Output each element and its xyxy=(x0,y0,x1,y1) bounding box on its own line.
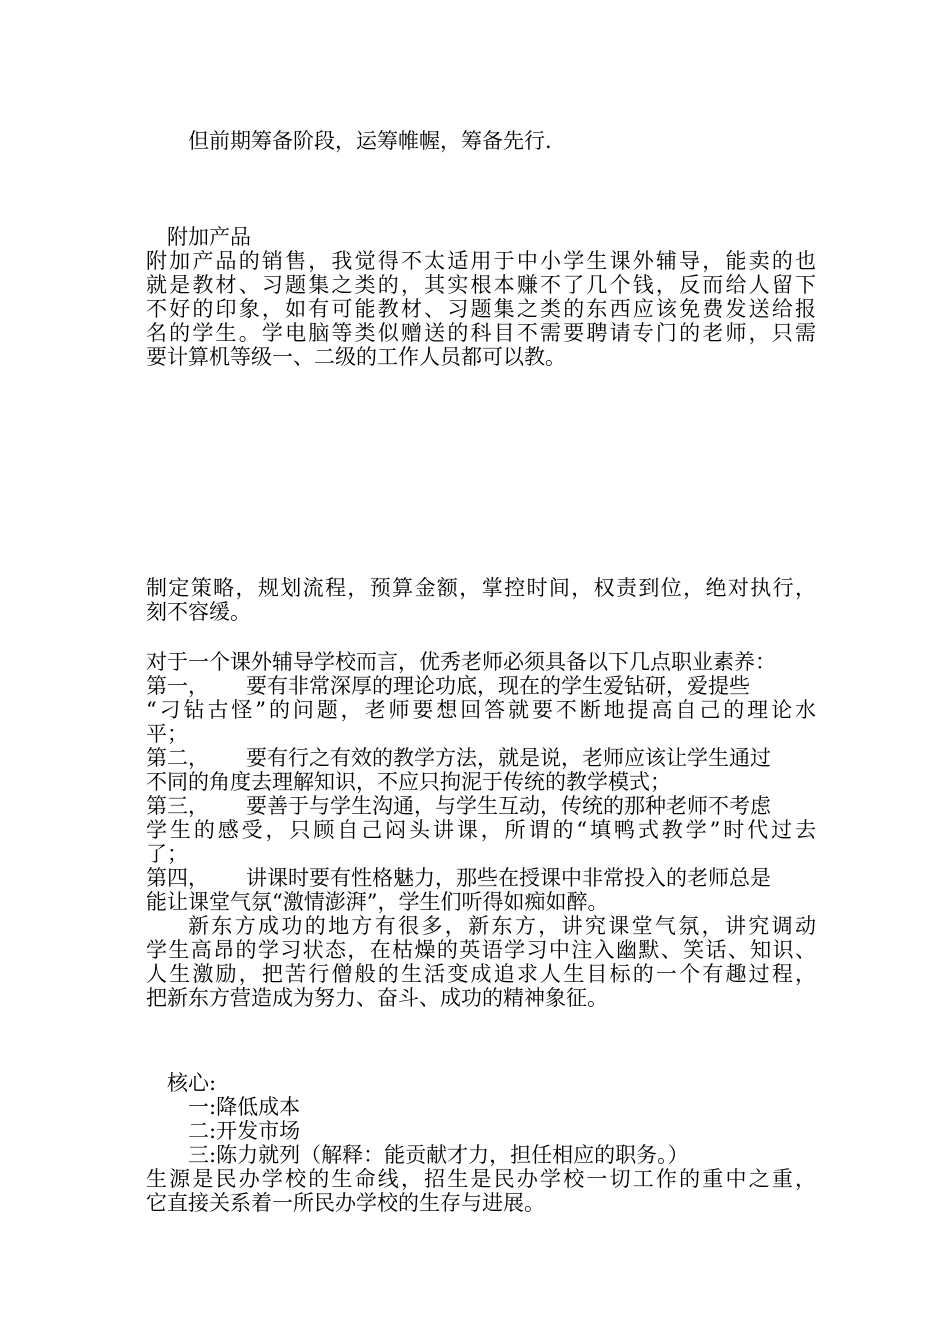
addon-line: 不好的印象，如有可能教材、习题集之类的东西应该免费发送给报 xyxy=(146,297,816,321)
intro-text: 但前期筹备阶段，运筹帷幄，筹备先行. xyxy=(188,129,552,153)
core-line: 生源是民办学校的生命线，招生是民办学校一切工作的重中之重， xyxy=(146,1167,816,1191)
addon-line: 就是教材、习题集之类的，其实根本赚不了几个钱，反而给人留下 xyxy=(146,273,816,297)
teachers-section xyxy=(146,650,816,1010)
core-heading: 核心: xyxy=(167,1071,217,1095)
teachers-intro: 对于一个课外辅导学校而言，优秀老师必须具备以下几点职业素养： xyxy=(146,650,776,674)
teacher-point-4 xyxy=(146,866,816,890)
addon-line: 名的学生。学电脑等类似赠送的科目不需要聘请专门的老师，只需 xyxy=(146,321,816,345)
point-number: 第一， xyxy=(146,674,209,698)
teacher-point-2 xyxy=(146,746,816,770)
core-line: 它直接关系着一所民办学校的生存与进展。 xyxy=(146,1191,545,1215)
xdf-line: 人生激励，把苦行僧般的生活变成追求人生目标的一个有趣过程， xyxy=(146,962,816,986)
point-number: 第三， xyxy=(146,794,209,818)
teacher-point-1 xyxy=(146,674,816,698)
strategy-section xyxy=(146,576,816,624)
point-line: “刁钻古怪”的问题，老师要想回答就要不断地提高自己的理论水 xyxy=(146,698,816,722)
core-section xyxy=(146,1071,816,1215)
point-text: 讲课时要有性格魅力，那些在授课中非常投入的老师总是 xyxy=(246,866,771,890)
xdf-line: 新东方成功的地方有很多，新东方，讲究课堂气氛，讲究调动 xyxy=(188,914,816,938)
point-line: 不同的角度去理解知识，不应只拘泥于传统的教学模式； xyxy=(146,770,671,794)
xdf-line: 把新东方营造成为努力、奋斗、成功的精神象征。 xyxy=(146,986,608,1010)
point-text: 要有行之有效的教学方法，就是说，老师应该让学生通过 xyxy=(246,746,771,770)
point-line: 了； xyxy=(146,842,188,866)
point-line: 学生的感受，只顾自己闷头讲课，所谓的“填鸭式教学”时代过去 xyxy=(146,818,816,842)
point-number: 第四， xyxy=(146,866,209,890)
core-point: 一:降低成本 xyxy=(188,1095,301,1119)
intro-line xyxy=(146,129,858,153)
core-point: 二:开发市场 xyxy=(188,1119,301,1143)
point-number: 第二， xyxy=(146,746,209,770)
addon-line: 要计算机等级一、二级的工作人员都可以教。 xyxy=(146,345,566,369)
strategy-line: 制定策略，规划流程，预算金额，掌控时间，权责到位，绝对执行， xyxy=(146,576,816,600)
teacher-point-3 xyxy=(146,794,816,818)
strategy-line: 刻不容缓。 xyxy=(146,600,251,624)
point-line: 平； xyxy=(146,722,188,746)
point-text: 要有非常深厚的理论功底，现在的学生爱钻研，爱提些 xyxy=(246,674,750,698)
addon-line: 附加产品的销售，我觉得不太适用于中小学生课外辅导，能卖的也 xyxy=(146,249,816,273)
addon-section xyxy=(146,225,816,369)
core-point: 三:陈力就列（解释：能贡献才力，担任相应的职务。） xyxy=(188,1143,689,1167)
addon-heading: 附加产品 xyxy=(167,225,251,249)
xdf-line: 学生高昂的学习状态，在枯燥的英语学习中注入幽默、笑话、知识、 xyxy=(146,938,816,962)
point-text: 要善于与学生沟通，与学生互动，传统的那种老师不考虑 xyxy=(246,794,771,818)
point-line: 能让课堂气氛“激情澎湃”，学生们听得如痴如醉。 xyxy=(146,890,609,914)
